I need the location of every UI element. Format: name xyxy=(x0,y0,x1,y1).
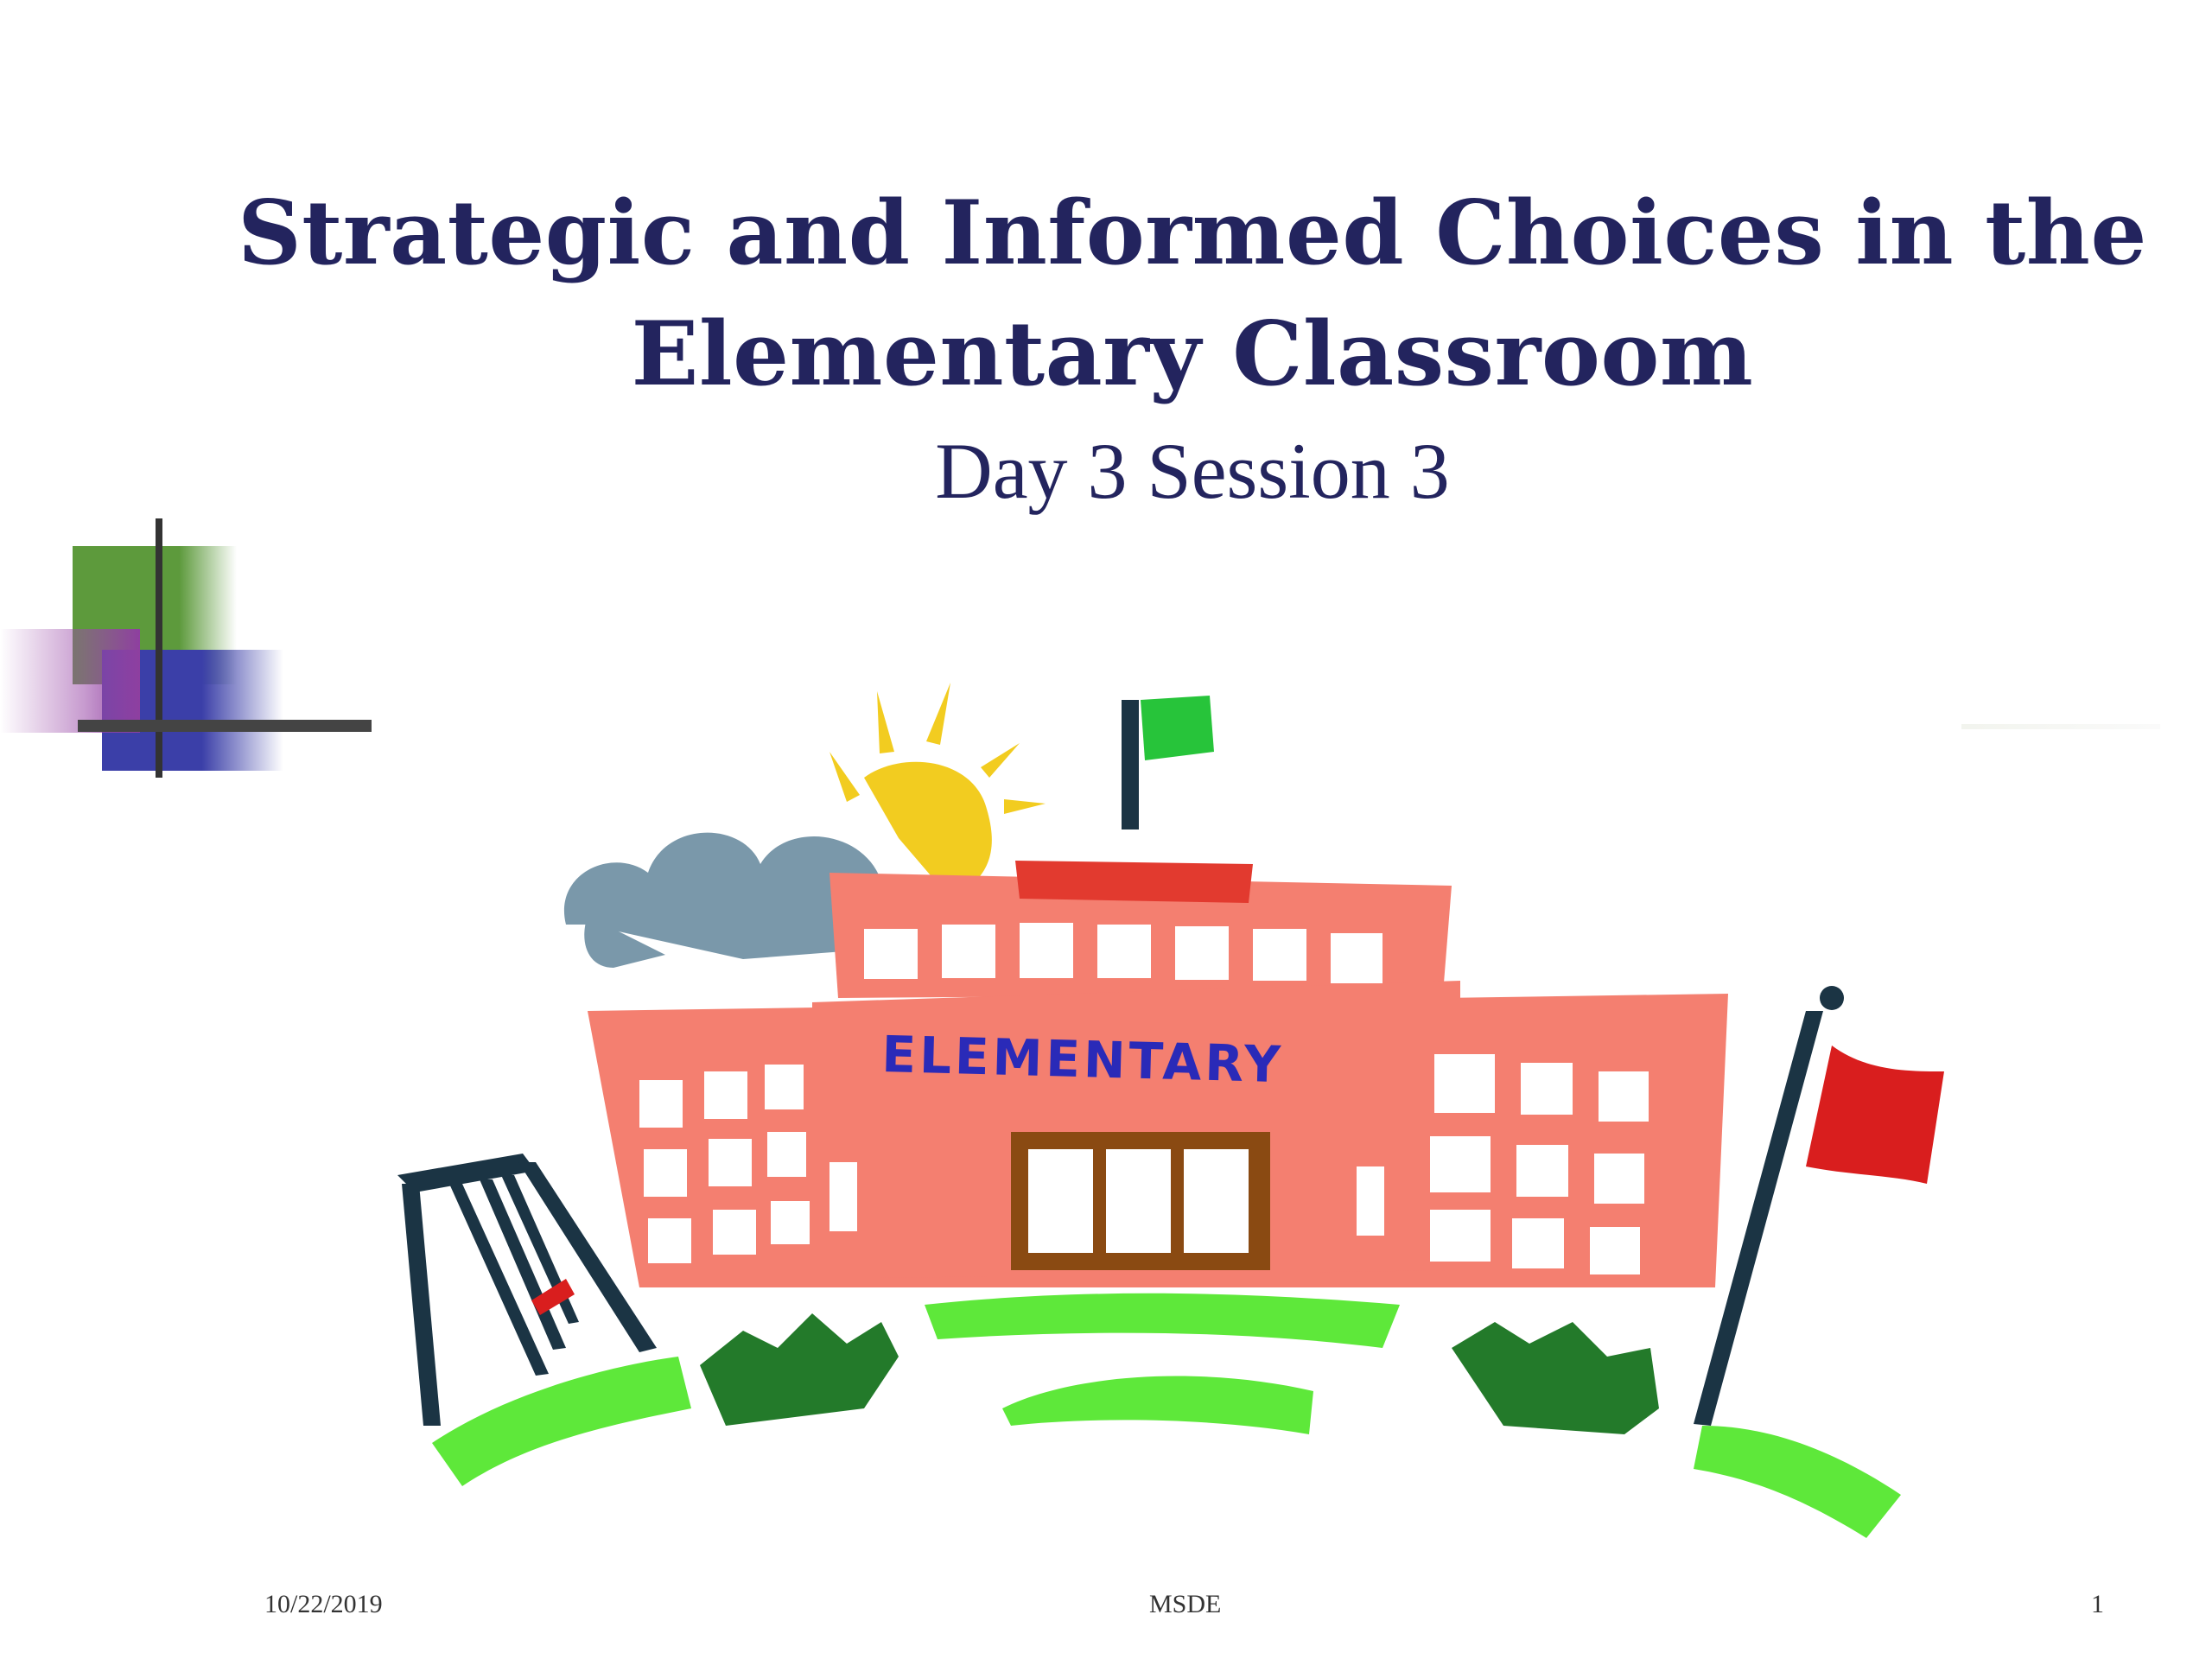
roof-red-sign xyxy=(1015,861,1253,903)
roof-flagpole xyxy=(1122,700,1139,830)
red-flag-icon xyxy=(1806,1046,1944,1184)
title-block xyxy=(225,173,2160,527)
deco-purple-square xyxy=(0,629,140,733)
footer-page-number: 1 xyxy=(2091,1590,2104,1618)
deco-horizontal-bar xyxy=(78,720,372,732)
flagpole-top xyxy=(1820,986,1844,1010)
school-door-icon xyxy=(1011,1132,1270,1270)
grass-icon xyxy=(432,1294,1901,1538)
slide-subtitle: Day 3 Session 3 xyxy=(935,427,1450,515)
upper-windows xyxy=(864,923,1382,983)
footer-date: 10/22/2019 xyxy=(264,1590,383,1618)
deco-vertical-bar xyxy=(156,518,162,778)
building-sign-text: ELEMENTARY xyxy=(880,1025,1285,1095)
corner-squares-decoration-icon xyxy=(0,518,380,786)
slide-title-line-1: Strategic and Informed Choices in the xyxy=(238,181,2147,285)
footer-organization: MSDE xyxy=(1149,1590,1222,1618)
green-flag-icon xyxy=(1141,696,1214,760)
elementary-school-illustration-icon xyxy=(380,665,1961,1564)
faint-divider xyxy=(1961,724,2160,729)
slide-title-line-2: Elementary Classroom xyxy=(631,302,1754,406)
